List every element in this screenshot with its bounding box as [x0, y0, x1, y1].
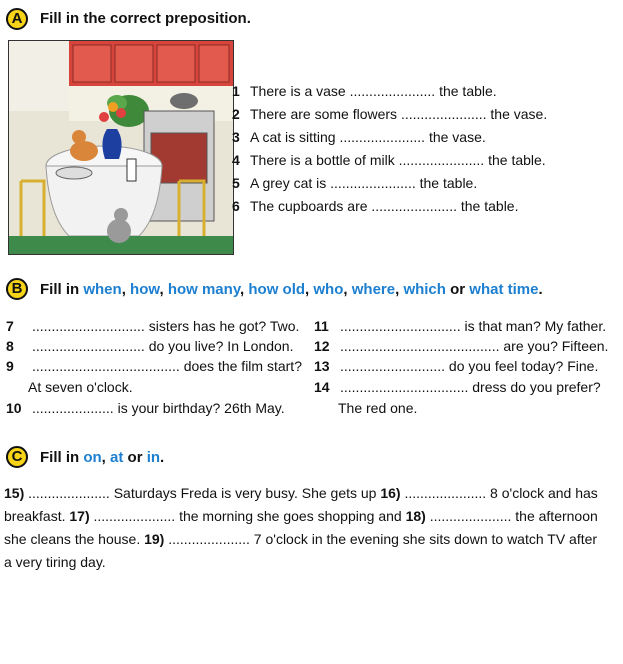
- section-a-title: Fill in the correct preposition.: [40, 10, 251, 27]
- list-item: [6, 318, 299, 334]
- item-text-after: the vase.: [425, 129, 486, 145]
- item-text-after: does the film start?: [179, 358, 302, 374]
- paragraph-line: [4, 482, 616, 505]
- keyword: in: [146, 449, 161, 466]
- item-text-before: There is a bottle of milk: [250, 152, 399, 168]
- item-text-after: is that man? My father.: [460, 318, 607, 334]
- answer-blank[interactable]: .............................: [32, 338, 145, 354]
- answer-blank[interactable]: .....................: [32, 400, 114, 416]
- section-b-title: [40, 281, 543, 298]
- item-number: 10: [6, 400, 22, 416]
- item-number: 11: [314, 318, 329, 334]
- item-text-after: the table.: [484, 152, 546, 168]
- item-number: 9: [6, 358, 14, 374]
- title-text: .: [538, 281, 543, 298]
- item-number: 1: [232, 83, 240, 99]
- keyword: at: [110, 449, 124, 466]
- answer-blank[interactable]: .........................................: [340, 338, 500, 354]
- paragraph-line: [4, 551, 616, 574]
- keyword: when: [83, 281, 122, 298]
- item-number: 15): [4, 485, 25, 501]
- item-number: 14: [314, 379, 330, 395]
- section-c-paragraph: [4, 482, 616, 574]
- list-item: [232, 106, 547, 122]
- title-text: ,: [305, 281, 314, 298]
- item-text-after: do you live? In London.: [144, 338, 294, 354]
- item-text-after: the table.: [435, 83, 497, 99]
- title-text: ,: [240, 281, 249, 298]
- answer-blank[interactable]: .............................: [32, 318, 145, 334]
- paragraph-line: [4, 528, 616, 551]
- title-text: ,: [395, 281, 404, 298]
- keyword: how many: [167, 281, 241, 298]
- item-text-before: The cupboards are: [250, 198, 372, 214]
- list-item: [232, 83, 497, 99]
- answer-blank[interactable]: ......................: [398, 152, 485, 168]
- item-text-after: the vase.: [486, 106, 548, 122]
- section-c-title: [40, 449, 164, 466]
- title-text: Fill in: [40, 281, 84, 298]
- paragraph-text[interactable]: ..................... Saturdays Freda is very busy. She gets up: [24, 485, 381, 501]
- item-number: 13: [314, 358, 330, 374]
- paragraph-text: a very tiring day.: [4, 554, 106, 570]
- list-item: [314, 318, 606, 334]
- item-text-before: There are some flowers: [250, 106, 401, 122]
- item-text-after: the table.: [456, 198, 519, 214]
- paragraph-text: breakfast.: [4, 508, 70, 524]
- keyword: where: [351, 281, 396, 298]
- list-item: [28, 379, 133, 395]
- answer-text: The red one.: [338, 400, 418, 416]
- title-text: ,: [121, 281, 131, 298]
- list-item: [314, 379, 601, 395]
- list-item: [232, 152, 546, 168]
- list-item: [232, 198, 518, 214]
- list-item: [6, 338, 293, 354]
- title-text: ,: [159, 281, 168, 298]
- item-text-after: sisters has he got? Two.: [144, 318, 300, 334]
- section-b-badge: B: [6, 278, 28, 300]
- item-number: 7: [6, 318, 14, 334]
- answer-blank[interactable]: ......................: [371, 198, 457, 214]
- keyword: how: [130, 281, 160, 298]
- paragraph-text[interactable]: ..................... 7 o'clock in the evening she sits down to watch TV after: [164, 531, 598, 547]
- answer-blank[interactable]: ......................: [349, 83, 436, 99]
- item-text-before: A grey cat is: [250, 175, 331, 191]
- title-text: .: [160, 449, 165, 466]
- item-number: 18): [405, 508, 426, 524]
- item-text-after: the table.: [415, 175, 478, 191]
- list-item: [314, 338, 608, 354]
- paragraph-text[interactable]: ..................... 8 o'clock and has: [400, 485, 598, 501]
- answer-text: At seven o'clock.: [28, 379, 133, 395]
- title-text: or: [123, 449, 147, 466]
- list-item: [338, 400, 417, 416]
- list-item: [232, 129, 486, 145]
- item-number: 6: [232, 198, 240, 214]
- keyword: on: [83, 449, 102, 466]
- section-a-badge: A: [6, 8, 28, 30]
- section-c-badge: C: [6, 446, 28, 468]
- kitchen-scene-illustration: [8, 40, 234, 255]
- list-item: [6, 400, 285, 416]
- list-item: [232, 175, 477, 191]
- answer-blank[interactable]: .................................: [340, 379, 469, 395]
- keyword: what time: [469, 281, 539, 298]
- title-text: or: [445, 281, 470, 298]
- answer-blank[interactable]: ......................: [400, 106, 487, 122]
- answer-blank[interactable]: ......................: [339, 129, 426, 145]
- title-text: ,: [343, 281, 352, 298]
- item-number: 4: [232, 152, 240, 168]
- item-number: 12: [314, 338, 330, 354]
- item-number: 19): [144, 531, 165, 547]
- paragraph-text[interactable]: ..................... the afternoon: [425, 508, 598, 524]
- item-number: 8: [6, 338, 14, 354]
- keyword: who: [313, 281, 344, 298]
- item-text-before: There is a vase: [250, 83, 350, 99]
- list-item: [314, 358, 598, 374]
- keyword: how old: [248, 281, 306, 298]
- title-text: ,: [101, 449, 111, 466]
- answer-blank[interactable]: ......................................: [32, 358, 180, 374]
- answer-blank[interactable]: ...............................: [340, 318, 461, 334]
- item-number: 3: [232, 129, 240, 145]
- item-number: 17): [69, 508, 90, 524]
- answer-blank[interactable]: ......................: [330, 175, 416, 191]
- item-number: 16): [380, 485, 401, 501]
- paragraph-line: [4, 505, 616, 528]
- list-item: [6, 358, 302, 374]
- title-text: Fill in: [40, 449, 84, 466]
- item-text-after: is your birthday? 26th May.: [113, 400, 285, 416]
- answer-blank[interactable]: ...........................: [340, 358, 446, 374]
- paragraph-text[interactable]: ..................... the morning she goes shopping and: [89, 508, 406, 524]
- keyword: which: [403, 281, 446, 298]
- item-number: 2: [232, 106, 240, 122]
- item-text-after: do you feel today? Fine.: [445, 358, 599, 374]
- item-text-after: dress do you prefer?: [468, 379, 601, 395]
- item-text-before: A cat is sitting: [250, 129, 340, 145]
- item-number: 5: [232, 175, 240, 191]
- item-text-after: are you? Fifteen.: [499, 338, 609, 354]
- paragraph-text: she cleans the house.: [4, 531, 145, 547]
